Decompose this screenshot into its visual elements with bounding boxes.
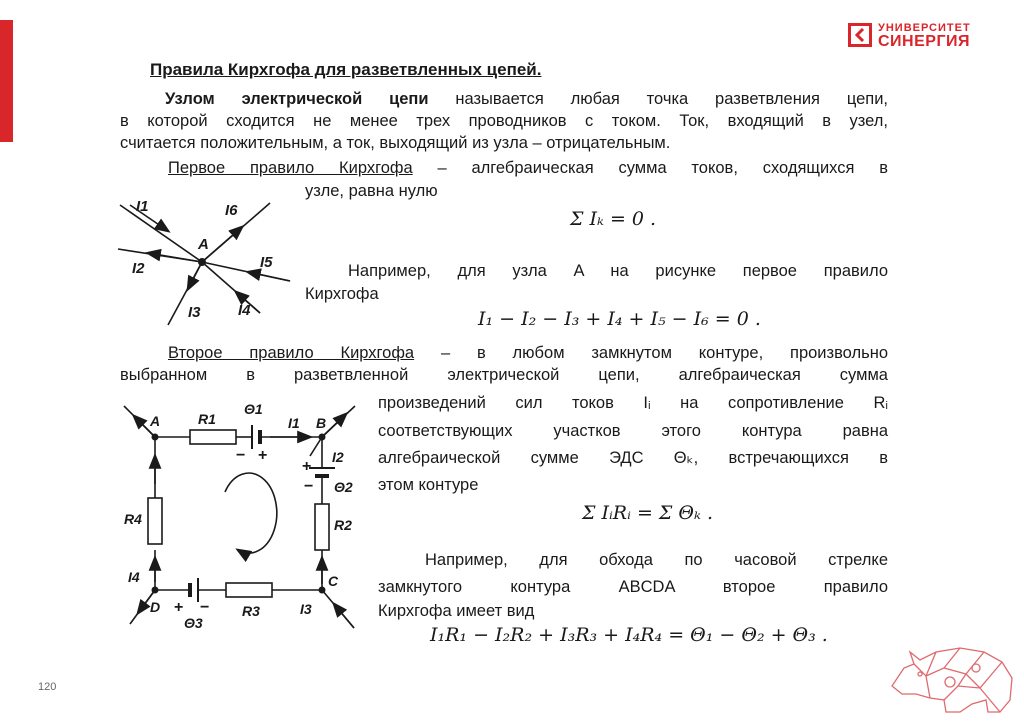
label-emf2: Θ2 bbox=[334, 479, 353, 495]
node-dot-c bbox=[319, 587, 326, 594]
label-r2: R2 bbox=[334, 517, 352, 533]
resistor-r1 bbox=[190, 430, 236, 444]
brand-line1: УНИВЕРСИТЕТ bbox=[878, 22, 971, 34]
rule2-example-a: Например, для обхода по часовой стрелке bbox=[425, 551, 888, 569]
sign-plus-3: + bbox=[174, 599, 184, 616]
label-i2: I2 bbox=[332, 449, 344, 465]
branch-line bbox=[120, 205, 202, 262]
logo-mark-icon bbox=[848, 23, 872, 47]
rule2-line1 bbox=[168, 342, 888, 364]
resistor-r2 bbox=[315, 504, 329, 550]
sign-minus-3: − bbox=[200, 599, 210, 616]
brand-logo[interactable] bbox=[848, 22, 971, 48]
node-dot-d bbox=[152, 587, 159, 594]
rule2-text-e: алгебраической сумме ЭДС Θₖ, встречающихся в bbox=[378, 449, 888, 467]
node-label-a: A bbox=[198, 236, 209, 253]
rhino-watermark-icon bbox=[880, 628, 1020, 718]
brand-name bbox=[878, 22, 971, 48]
circulation-arrow bbox=[225, 473, 277, 553]
rule1-text-b: узле, равна нулю bbox=[305, 182, 438, 200]
rule1-example-a: Например, для узла A на рисунке первое правило bbox=[348, 262, 888, 280]
label-i3: I3 bbox=[300, 601, 312, 617]
current-label-i1: I1 bbox=[136, 198, 149, 215]
sign-plus-1: + bbox=[258, 447, 268, 464]
label-emf3: Θ3 bbox=[184, 615, 203, 631]
intro-line1-rest: называется любая точка разветвления цепи, bbox=[428, 90, 888, 108]
rule2-name: Второе правило Кирхгофа bbox=[168, 344, 415, 362]
rule2-formula: Σ IᵢRᵢ = Σ Θₖ . bbox=[582, 502, 713, 524]
label-r3: R3 bbox=[242, 603, 260, 619]
current-label-i2: I2 bbox=[132, 260, 145, 277]
arrow-out bbox=[188, 262, 202, 289]
rule2-text-a: – в любом замкнутом контуре, произвольно bbox=[414, 344, 888, 362]
node-dot-b bbox=[319, 434, 326, 441]
rule2-text-d: соответствующих участков этого контура равна bbox=[378, 422, 888, 440]
rule2-example-formula: I₁R₁ − I₂R₂ + I₃R₃ + I₄R₄ = Θ₁ − Θ₂ + Θ₃ . bbox=[430, 624, 828, 646]
current-label-i4: I4 bbox=[238, 302, 251, 319]
rule1-formula: Σ Iₖ = 0 . bbox=[570, 208, 657, 230]
node-dot bbox=[198, 258, 206, 266]
rule2-text-f: этом контуре bbox=[378, 476, 479, 494]
label-i4: I4 bbox=[128, 569, 140, 585]
label-i1: I1 bbox=[288, 415, 300, 431]
intro-line3: считается положительным, а ток, выходящий из узла – отрицательным. bbox=[120, 134, 671, 152]
node-label-c: C bbox=[328, 573, 339, 589]
resistor-r3 bbox=[226, 583, 272, 597]
rule2-example-c: Кирхгофа имеет вид bbox=[378, 602, 535, 620]
label-emf1: Θ1 bbox=[244, 401, 263, 417]
rule2-example-b: замкнутого контура ABCDA второе правило bbox=[378, 578, 888, 596]
rule1-name: Первое правило Кирхгофа bbox=[168, 159, 413, 177]
arrow-in bbox=[248, 272, 290, 281]
node-dot-a bbox=[152, 434, 159, 441]
intro-line2: в которой сходится не менее трех проводников с током. Ток, входящий в узел, bbox=[120, 112, 888, 130]
page-title: Правила Кирхгофа для разветвленных цепей. bbox=[150, 60, 542, 79]
label-r1: R1 bbox=[198, 411, 216, 427]
intro-line1 bbox=[120, 88, 888, 110]
rule1-example-b: Кирхгофа bbox=[305, 285, 379, 303]
sign-minus-2: − bbox=[304, 478, 314, 495]
node-label-a: A bbox=[150, 413, 161, 429]
sign-plus-2: + bbox=[302, 458, 312, 475]
node-figure bbox=[110, 185, 300, 335]
current-label-i6: I6 bbox=[225, 202, 238, 219]
node-label-b: B bbox=[316, 415, 327, 431]
circuit-figure bbox=[110, 392, 365, 637]
current-label-i3: I3 bbox=[188, 304, 201, 321]
intro-term: Узлом электрической цепи bbox=[165, 90, 429, 108]
rule2-text-b: выбранном в разветвленной электрической цепи, алгебраическая сумма bbox=[120, 366, 888, 384]
arrow-out bbox=[148, 253, 202, 262]
label-r4: R4 bbox=[124, 511, 142, 527]
page-number: 120 bbox=[38, 681, 57, 693]
branch-arrow bbox=[334, 604, 354, 628]
current-label-i5: I5 bbox=[260, 254, 273, 271]
resistor-r4 bbox=[148, 498, 162, 544]
rule1-example-formula: I₁ − I₂ − I₃ + I₄ + I₅ − I₆ = 0 . bbox=[478, 308, 761, 330]
rule1-text-a: – алгебраическая сумма токов, сходящихся в bbox=[412, 159, 888, 177]
rule2-text-c: произведений сил токов Iᵢ на сопротивление Rᵢ bbox=[378, 394, 888, 412]
brand-line2: СИНЕРГИЯ bbox=[878, 33, 971, 50]
sign-minus-1: − bbox=[236, 447, 246, 464]
node-label-d: D bbox=[150, 599, 161, 615]
accent-bar bbox=[0, 20, 13, 142]
rule1-line1 bbox=[168, 157, 888, 179]
